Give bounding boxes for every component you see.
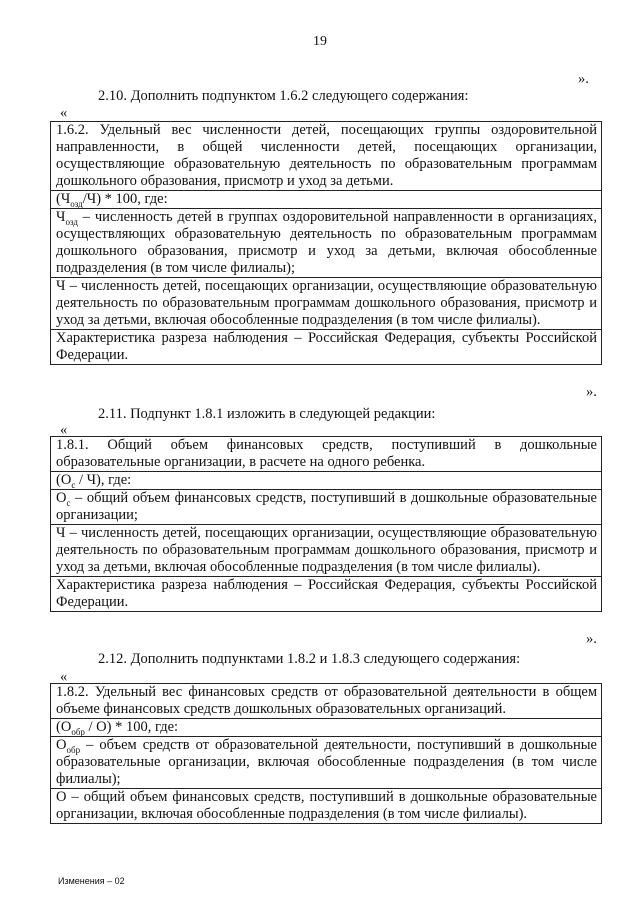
- indicator-title: 1.8.1. Общий объем финансовых средств, поступивший в дошкольные образовательные организации, в расчете на одного ребенка.: [56, 437, 597, 470]
- footer-revision: Изменения – 02: [58, 876, 125, 886]
- opening-quote: «: [60, 669, 68, 685]
- indicator-title: 1.8.2. Удельный вес финансовых средств от образовательной деятельности в общем объеме финансовых средств дошкольных образовательных организаций.: [56, 684, 597, 717]
- opening-quote: «: [60, 105, 68, 121]
- table-1-8-2: [50, 683, 602, 824]
- variable-definition: $Ч_{озд}$ – численность детей в группах оздоровительной направленности в организациях, осуществляющих образовательную деятельность по образовательным программам дошкольного образования, присмотр и уход за детьми, включая обособленные подразделения (в том числе филиалы);: [51, 208, 601, 277]
- opening-quote: «: [60, 422, 68, 438]
- formula: $(О_{обр} / О) * 100$, где:: [51, 718, 601, 736]
- section-heading-2-11: 2.11. Подпункт 1.8.1 изложить в следующей редакции:: [98, 406, 436, 422]
- table-1-6-2: [50, 121, 602, 365]
- indicator-title: 1.6.2. Удельный вес численности детей, посещающих группы оздоровительной направленности, в общей численности детей, посещающих организации, осуществляющие образовательную деятельность по образовательным программам дошкольного образования, присмотр и уход за детьми.: [56, 122, 597, 189]
- page-number: 19: [313, 34, 327, 49]
- closing-quote: ».: [578, 71, 589, 87]
- formula: $(О_с / Ч)$, где:: [51, 471, 601, 489]
- observation-breakdown: Характеристика разреза наблюдения – Российская Федерация, субъекты Российской Федерации.: [51, 576, 601, 611]
- variable-definition: Ч – численность детей, посещающих организации, осуществляющие образовательную деятельность по образовательным программам дошкольного образования, присмотр и уход за детьми, включая обособленные подразделения (в том числе филиалы).: [51, 524, 601, 576]
- table-1-8-1: [50, 436, 602, 612]
- section-heading-2-12: 2.12. Дополнить подпунктами 1.8.2 и 1.8.3 следующего содержания:: [98, 651, 521, 667]
- section-heading-2-10: 2.10. Дополнить подпунктом 1.6.2 следующего содержания:: [98, 88, 469, 104]
- closing-quote: ».: [586, 384, 597, 400]
- variable-definition: Ч – численность детей, посещающих организации, осуществляющие образовательную деятельность по образовательным программам дошкольного образования, присмотр и уход за детьми, включая обособленные подразделения (в том числе филиалы).: [51, 277, 601, 329]
- observation-breakdown: Характеристика разреза наблюдения – Российская Федерация, субъекты Российской Федерации.: [51, 329, 601, 364]
- variable-definition: $О_с$ – общий объем финансовых средств, поступивший в дошкольные образовательные организации;: [51, 489, 601, 524]
- closing-quote: ».: [586, 631, 597, 647]
- formula: $(Ч_{озд}/Ч) * 100$, где:: [51, 190, 601, 208]
- variable-definition: О – общий объем финансовых средств, поступивший в дошкольные образовательные организации, включая обособленные подразделения (в том числе филиалы).: [51, 788, 601, 823]
- variable-definition: $О_{обр}$ – объем средств от образовательной деятельности, поступивший в дошкольные образовательные организации, включая обособленные подразделения (в том числе филиалы);: [51, 736, 601, 788]
